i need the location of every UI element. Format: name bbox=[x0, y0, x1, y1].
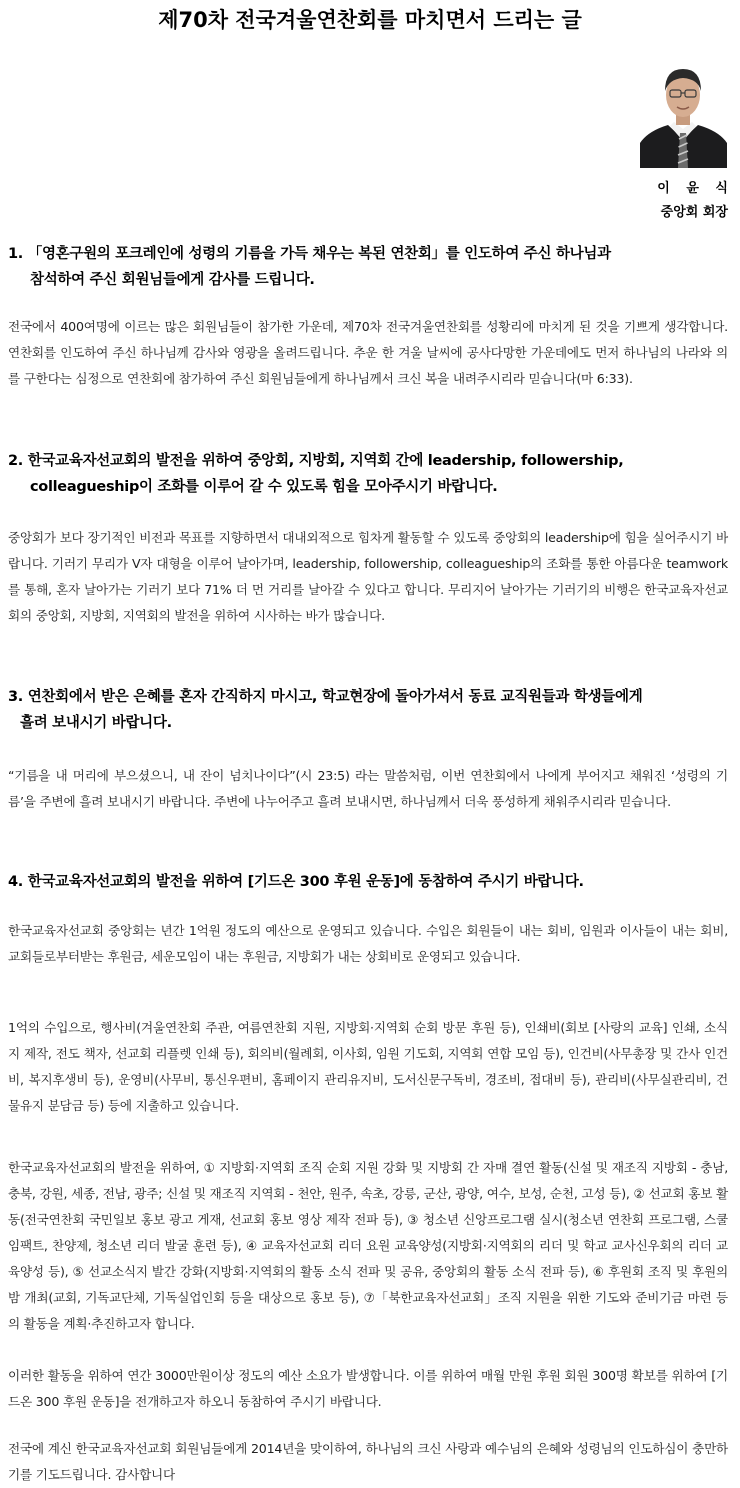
section-2-heading-line1: 2. 한국교육자선교회의 발전을 위하여 중앙회, 지방회, 지역회 간에 leadership, followership, bbox=[8, 453, 624, 469]
section-3-paragraph-1: “기름을 내 머리에 부으셨으니, 내 잔이 넘치나이다”(시 23:5) 라는 말씀처럼, 이번 연찬회에서 나에게 부어지고 채워진 ‘성령의 기름’을 주변에 흘려 보내시기 바랍니다. 주변에 나누어주고 흘려 보내시면, 하나님께서 더욱 풍성하게 채워주시리라 믿습니다. bbox=[8, 768, 728, 809]
section-3-heading-line2: 흘려 보내시기 바랍니다. bbox=[20, 715, 172, 731]
author-portrait-icon bbox=[640, 55, 727, 168]
section-3-heading bbox=[8, 684, 728, 736]
author-photo bbox=[640, 55, 727, 168]
section-1-heading-line2: 참석하여 주신 회원님들에게 감사를 드립니다. bbox=[30, 272, 315, 288]
section-4-paragraph-1: 한국교육자선교회 중앙회는 년간 1억원 정도의 예산으로 운영되고 있습니다. 수입은 회원들이 내는 회비, 임원과 이사들이 내는 회비, 교회들로부터받는 후원금, 세운모임이 내는 후원금, 지방회가 내는 상회비로 운영되고 있습니다. bbox=[8, 923, 728, 964]
section-1-heading-line1: 1. 「영혼구원의 포크레인에 성령의 기름을 가득 채우는 복된 연찬회」를 인도하여 주신 하나님과 bbox=[8, 246, 611, 262]
section-4-paragraph-5: 전국에 계신 한국교육자선교회 회원님들에게 2014년을 맞이하여, 하나님의 크신 사랑과 예수님의 은혜와 성령님의 인도하심이 충만하기를 기도드립니다. 감사합니다 bbox=[8, 1441, 728, 1482]
section-2-heading-line2: colleagueship이 조화를 이루어 갈 수 있도록 힘을 모아주시기 바랍니다. bbox=[30, 479, 498, 495]
section-4-heading bbox=[8, 869, 728, 895]
section-1-paragraph-1: 전국에서 400여명에 이르는 많은 회원님들이 참가한 가운데, 제70차 전국겨울연찬회를 성황리에 마치게 된 것을 기쁘게 생각합니다. 연찬회를 인도하여 주신 하나님께 감사와 영광을 올려드립니다. 추운 한 겨울 날씨에 공사다망한 가운데에도 먼저 하나님의 나라와 의를 구한다는 심정으로 연찬회에 참가하여 주신 회원님들에게 하나님께서 크신 복을 내려주시리라 믿습니다(마 6:33). bbox=[8, 319, 728, 386]
page-title: 제70차 전국겨울연찬회를 마치면서 드리는 글 bbox=[158, 8, 582, 32]
section-3-heading-line1: 3. 연찬회에서 받은 은혜를 혼자 간직하지 마시고, 학교현장에 돌아가셔서 동료 교직원들과 학생들에게 bbox=[8, 689, 643, 705]
section-1-heading bbox=[8, 241, 728, 293]
section-4-paragraph-2: 1억의 수입으로, 행사비(겨울연찬회 주관, 여름연찬회 지원, 지방회·지역회 순회 방문 후원 등), 인쇄비(회보 [사랑의 교육] 인쇄, 소식지 제작, 전도 책자, 선교회 리플렛 인쇄 등), 회의비(월례회, 이사회, 임원 기도회, 지역회 연합 모임 등), 인건비(사무총장 및 간사 인건비, 복지후생비 등), 운영비(사무비, 통신우편비, 홈페이지 관리유지비, 도서신문구독비, 경조비, 접대비 등), 관리비(사무실관리비, 건물유지 분담금 등) 등에 지출하고 있습니다. bbox=[8, 1020, 728, 1113]
section-2-paragraph-1: 중앙회가 보다 장기적인 비전과 목표를 지향하면서 대내외적으로 힘차게 활동할 수 있도록 중앙회의 leadership에 힘을 실어주시기 바랍니다. 기러기 무리가 V자 대형을 이루어 날아가며, leadership, followership, colleagueship의 조화를 통한 아름다운 teamwork를 통해, 혼자 날아가는 기러기 보다 71% 더 먼 거리를 날아갈 수 있다고 합니다. 무리지어 날아가는 기러기의 비행은 한국교육자선교회의 중앙회, 지방회, 지역회의 발전을 위하여 시사하는 바가 많습니다. bbox=[8, 530, 728, 623]
section-4-paragraph-4: 이러한 활동을 위하여 연간 3000만원이상 정도의 예산 소요가 발생합니다. 이를 위하여 매월 만원 후원 회원 300명 확보를 위하여 [기드온 300 후원 운동]을 전개하고자 하오니 동참하여 주시기 바랍니다. bbox=[8, 1368, 728, 1409]
author-name: 이 윤 식 bbox=[657, 181, 734, 196]
author-info bbox=[657, 177, 734, 225]
author-role: 중앙회 회장 bbox=[660, 205, 728, 220]
section-4-paragraph-3: 한국교육자선교회의 발전을 위하여, ① 지방회·지역회 조직 순회 지원 강화 및 지방회 간 자매 결연 활동(신설 및 재조직 지방회 - 충남, 충북, 강원, 세종, 전남, 광주; 신설 및 재조직 지역회 - 천안, 원주, 속초, 강릉, 군산, 광양, 여수, 보성, 순천, 고성 등), ② 선교회 홍보 활동(전국연찬회 국민일보 홍보 광고 게재, 선교회 홍보 영상 제작 전파 등), ③ 청소년 신앙프로그램 실시(청소년 연찬회 프로그램, 스쿨임팩트, 찬양제, 청소년 리더 발굴 훈련 등), ④ 교육자선교회 리더 요원 교육양성(지방회·지역회의 리더 및 학교 교사신우회의 리더 교육양성 등), ⑤ 선교소식지 발간 강화(지방회·지역회의 활동 소식 전파 및 공유, 중앙회의 활동 소식 전파 등), ⑥ 후원회 조직 및 후원의 밤 개최(교회, 기독교단체, 기독실업인회 등을 대상으로 홍보 등), ⑦「북한교육자선교회」조직 지원을 위한 기도와 준비기금 마련 등의 활동을 계획·추진하고자 합니다. bbox=[8, 1160, 728, 1331]
section-2-heading bbox=[8, 448, 728, 500]
section-4-heading-line1: 4. 한국교육자선교회의 발전을 위하여 [기드온 300 후원 운동]에 동참하여 주시기 바랍니다. bbox=[8, 874, 584, 890]
